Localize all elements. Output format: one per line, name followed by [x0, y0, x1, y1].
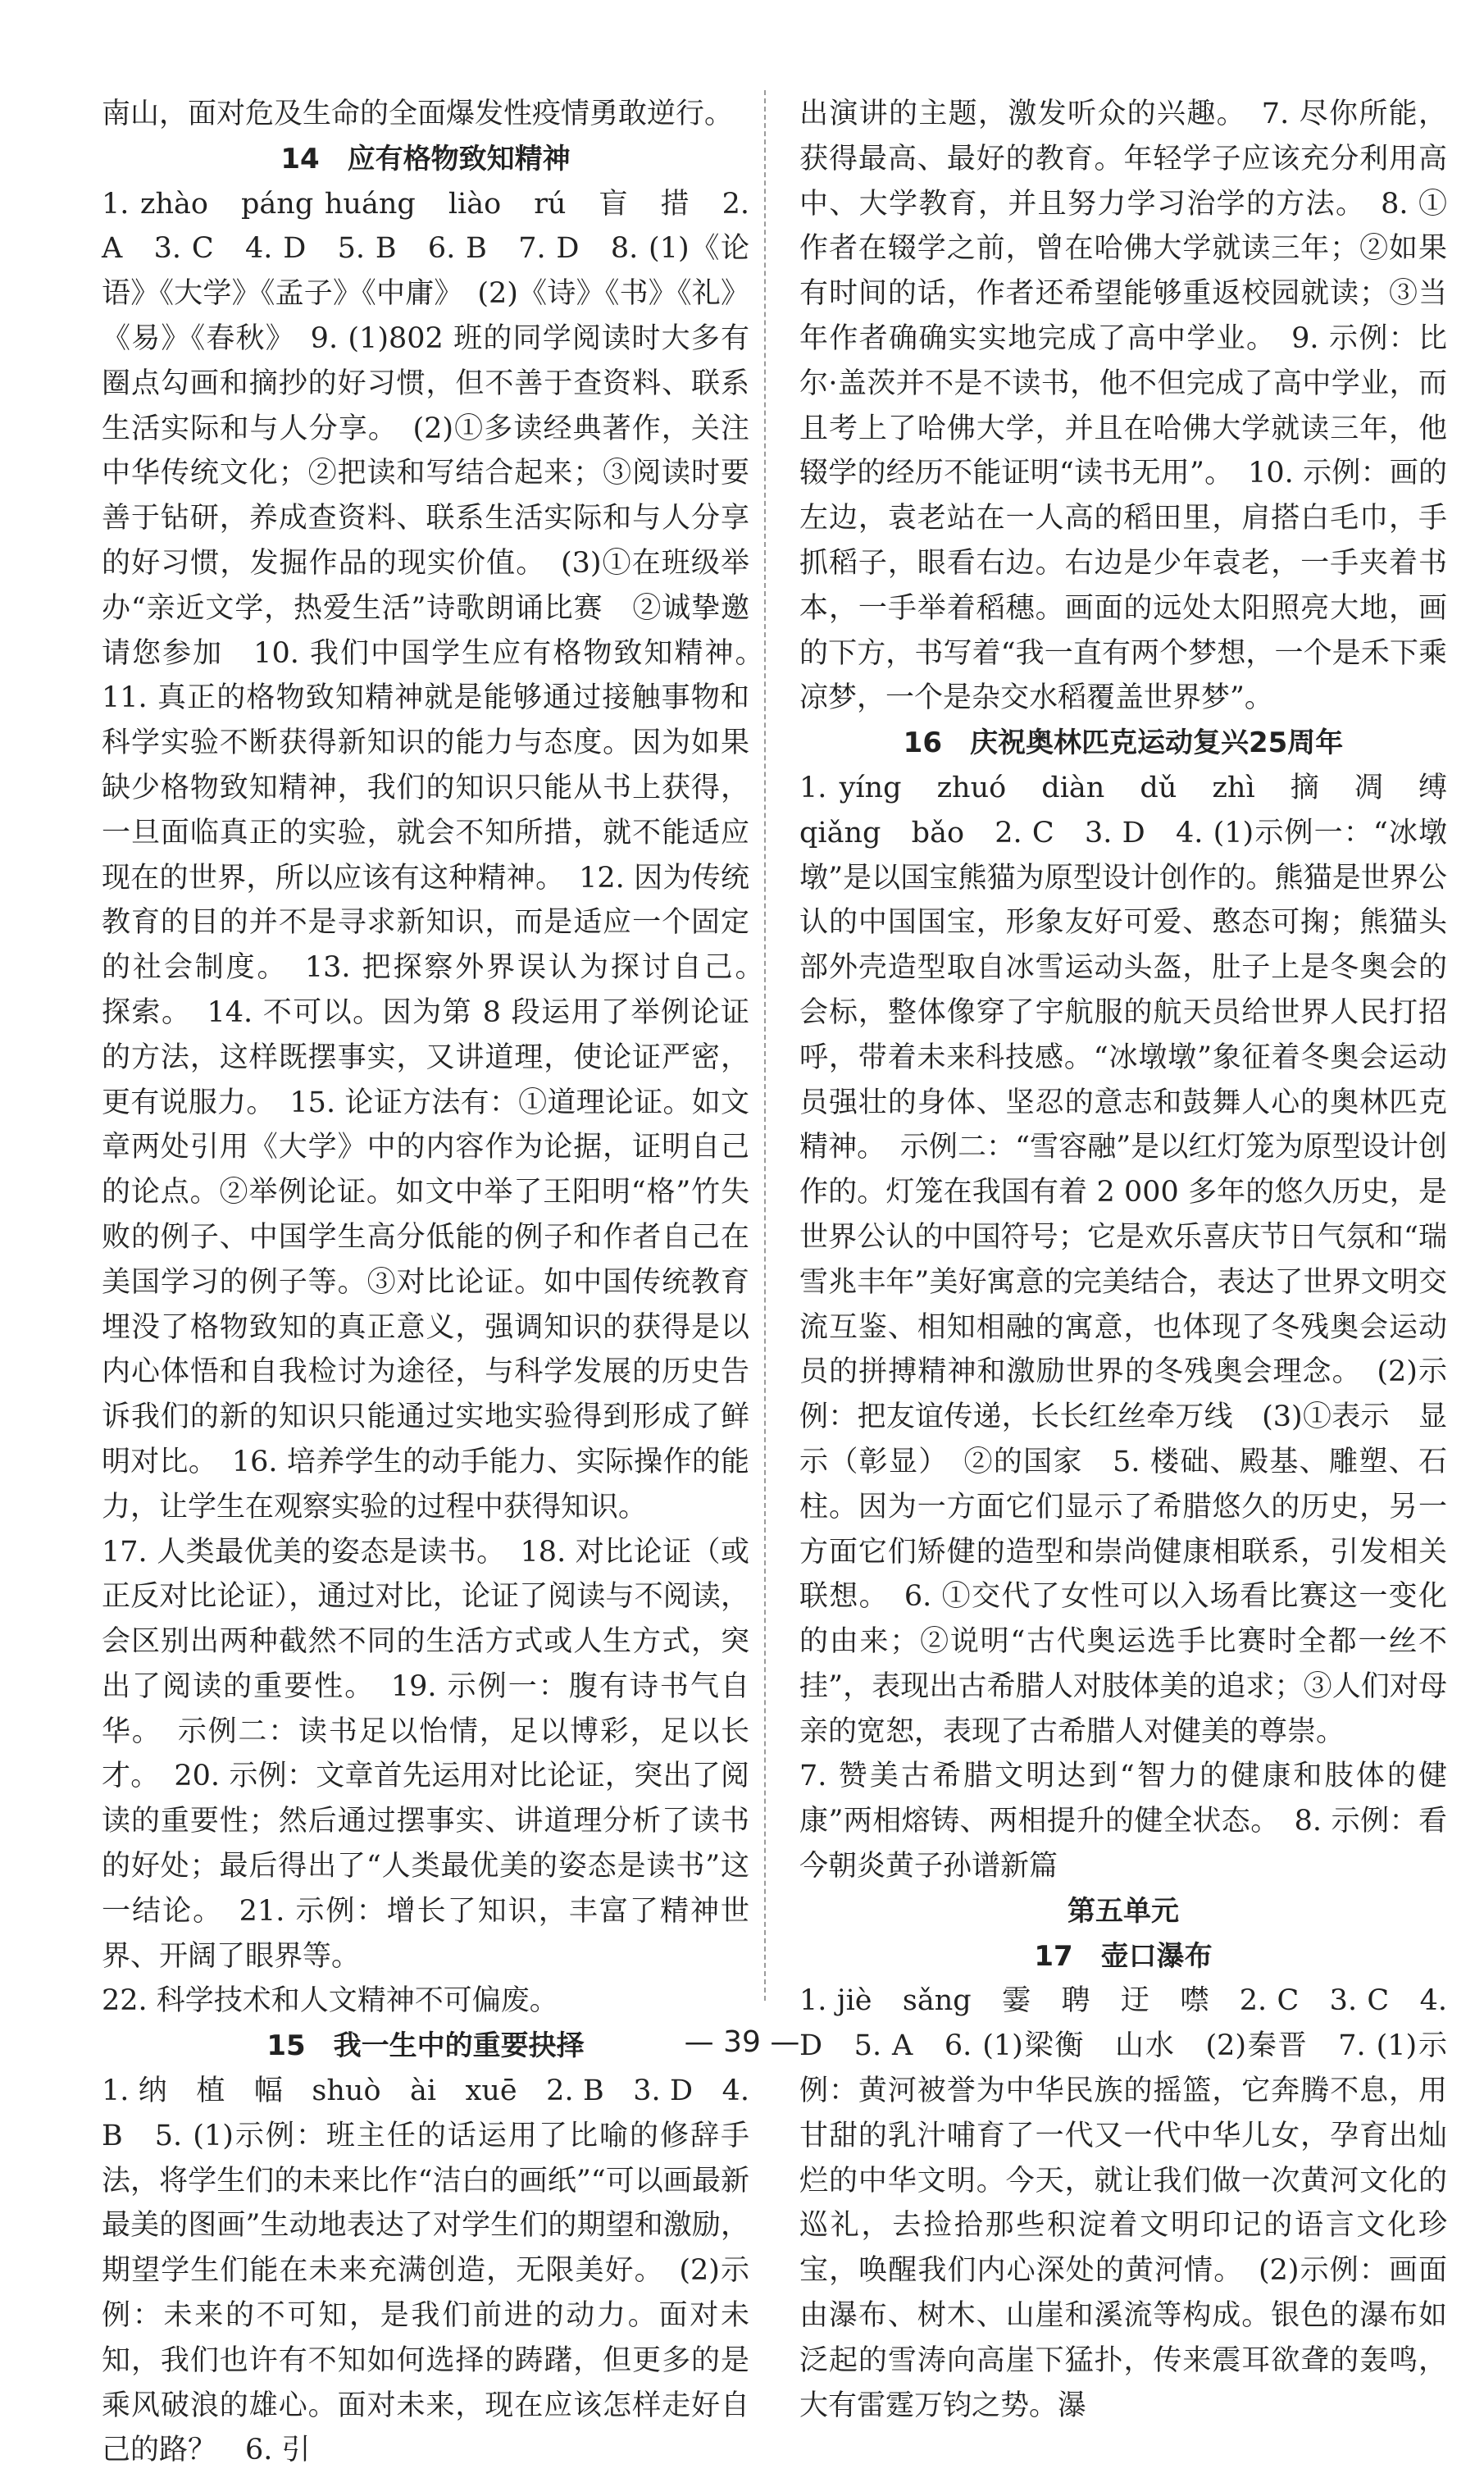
answer-paragraph: 22. 科学技术和人文精神不可偏废。	[102, 1984, 558, 2018]
section-heading-16: 16 庆祝奥林匹克运动复兴25周年	[903, 726, 1344, 760]
unit-heading: 第五单元	[1067, 1894, 1179, 1928]
section-heading-15: 15 我一生中的重要抉择	[266, 2029, 585, 2063]
answer-paragraph: 出演讲的主题，激发听众的兴趣。 7. 尽你所能，获得最高、最好的教育。年轻学子应该充分利用高中、大学教育，并且努力学习治学的方法。 8. ①作者在辍学之前，曾在哈佛大学就读三年；②如果有时间的话，作者还希望能够重返校园就读；③当年作者确确实实地完成了高中学业。 9. 示例：比尔·盖茨并不是不读书，他不但完成了高中学业，而且考上了哈佛大学，并且在哈佛大学就读三年，他辍学的经历不能证明“读书无用”。 10. 示例：画的左边，袁老站在一人高的稻田里，肩搭白毛巾，手抓稻子，眼看右边。右边是少年袁老，一手夹着书本，一手举着稻穗。画面的远处太阳照亮大地，画的下方，书写着“我一直有两个梦想，一个是禾下乘凉梦，一个是杂交水稻覆盖世界梦”。	[799, 98, 1447, 715]
answer-paragraph: 南山，面对危及生命的全面爆发性疫情勇敢逆行。	[102, 98, 734, 130]
section-heading-17: 17 壶口瀑布	[1034, 1939, 1213, 1973]
answer-column-left	[102, 92, 779, 2473]
column-divider	[764, 90, 766, 2001]
answer-paragraph: 1. jiè sǎng 霎 聘 迂 噤 2. C 3. C 4. D 5. A 6. (1)梁衡 山水 (2)秦晋 7. (1)示例：黄河被誉为中华民族的摇篮，它奔腾不息，用甘甜的乳汁哺育了一代又一代中华儿女，孕育出灿烂的中华文明。今天，就让我们做一次黄河文化的巡礼，去捡拾那些积淀着文明印记的语言文化珍宝，唤醒我们内心深处的黄河情。 (2)示例：画面由瀑布、树木、山崖和溪流等构成。银色的瀑布如泛起的雪涛向高崖下猛扑，传来震耳欲聋的轰鸣，大有雷霆万钧之势。瀑	[799, 1984, 1447, 2422]
answer-column-right	[799, 92, 1477, 2428]
answer-paragraph: 1. yíng zhuó diàn dǔ zhì 摘 凋 缚 qiǎng bǎo 2. C 3. D 4. (1)示例一：“冰墩墩”是以国宝熊猫为原型设计创作的。熊猫是世界公认的中国国宝，形象友好可爱、憨态可掬；熊猫头部外壳造型取自冰雪运动头盔，肚子上是冬奥会的会标，整体像穿了宇航服的航天员给世界人民打招呼，带着未来科技感。“冰墩墩”象征着冬奥会运动员强壮的身体、坚忍的意志和鼓舞人心的奥林匹克精神。 示例二：“雪容融”是以红灯笼为原型设计创作的。灯笼在我国有着 2 000 多年的悠久历史，是世界公认的中国符号；它是欢乐喜庆节日气氛和“瑞雪兆丰年”美好寓意的完美结合，表达了世界文明交流互鉴、相知相融的寓意，也体现了冬残奥会运动员的拼搏精神和激励世界的冬残奥会理念。 (2)示例：把友谊传递，长长红丝牵万线 (3)①表示 显示（彰显） ②的国家 5. 楼础、殿基、雕塑、石柱。因为一方面它们显示了希腊悠久的历史，另一方面它们矫健的造型和崇尚健康相联系，引发相关联想。 6. ①交代了女性可以入场看比赛这一变化的由来；②说明“古代奥运选手比赛时全都一丝不挂”，表现出古希腊人对肢体美的追求；③人们对母亲的宽恕，表现了古希腊人对健美的尊崇。	[799, 771, 1477, 1748]
section-heading-14: 14 应有格物致知精神	[280, 142, 571, 175]
answer-paragraph: 17. 人类最优美的姿态是读书。 18. 对比论证（或正反对比论证），通过对比，论证了阅读与不阅读，会区别出两种截然不同的生活方式或人生方式，突出了阅读的重要性。 19. 示例一：腹有诗书气自华。 示例二：读书足以怡情，足以博彩，足以长才。 20. 示例：文章首先运用对比论证，突出了阅读的重要性；然后通过摆事实、讲道理分析了读书的好处；最后得出了“人类最优美的姿态是读书”这一结论。 21. 示例：增长了知识，丰富了精神世界、开阔了眼界等。	[102, 1535, 749, 1973]
page-number: — 39 —	[684, 2025, 800, 2059]
answer-paragraph: 1. zhào páng huáng liào rú 盲 措 2. A 3. C 4. D 5. B 6. B 7. D 8. (1)《论语》《大学》《孟子》《中庸》 (2)《诗》《书》《礼》《易》《春秋》 9. (1)802 班的同学阅读时大多有圈点勾画和摘抄的好习惯，但不善于查资料、联系生活实际和与人分享。 (2)①多读经典著作，关注中华传统文化；②把读和写结合起来；③阅读时要善于钻研，养成查资料、联系生活实际和与人分享的好习惯，发掘作品的现实价值。 (3)①在班级举办“亲近文学，热爱生活”诗歌朗诵比赛 ②诚挚邀请您参加 10. 我们中国学生应有格物致知精神。 11. 真正的格物致知精神就是能够通过接触事物和科学实验不断获得新知识的能力与态度。因为如果缺少格物致知精神，我们的知识只能从书上获得，一旦面临真正的实验，就会不知所措，就不能适应现在的世界，所以应该有这种精神。 12. 因为传统教育的目的并不是寻求新知识，而是适应一个固定的社会制度。 13. 把探察外界误认为探讨自己。 探索。 14. 不可以。因为第 8 段运用了举例论证的方法，这样既摆事实，又讲道理，使论证严密，更有说服力。 15. 论证方法有：①道理论证。如文章两处引用《大学》中的内容作为论据，证明自己的论点。②举例论证。如文中举了王阳明“格”竹失败的例子、中国学生高分低能的例子和作者自己在美国学习的例子等。③对比论证。如中国传统教育埋没了格物致知的真正意义，强调知识的获得是以内心体悟和自我检讨为途径，与科学发展的历史告诉我们的新的知识只能通过实地实验得到形成了鲜明对比。 16. 培养学生的动手能力、实际操作的能力，让学生在观察实验的过程中获得知识。	[102, 187, 779, 1523]
answer-paragraph: 7. 赞美古希腊文明达到“智力的健康和肢体的健康”两相熔铸、两相提升的健全状态。 8. 示例：看今朝炎黄子孙谱新篇	[799, 1760, 1447, 1883]
answer-paragraph: 1. 纳 植 幅 shuò ài xuē 2. B 3. D 4. B 5. (1)示例：班主任的话运用了比喻的修辞手法，将学生们的未来比作“洁白的画纸”“可以画最新最美的图画”生动地表达了对学生们的期望和激励，期望学生们能在未来充满创造，无限美好。 (2)示例：未来的不可知，是我们前进的动力。面对未知，我们也许有不知如何选择的踌躇，但更多的是乘风破浪的雄心。面对未来，现在应该怎样走好自己的路？ 6. 引	[102, 2074, 749, 2467]
